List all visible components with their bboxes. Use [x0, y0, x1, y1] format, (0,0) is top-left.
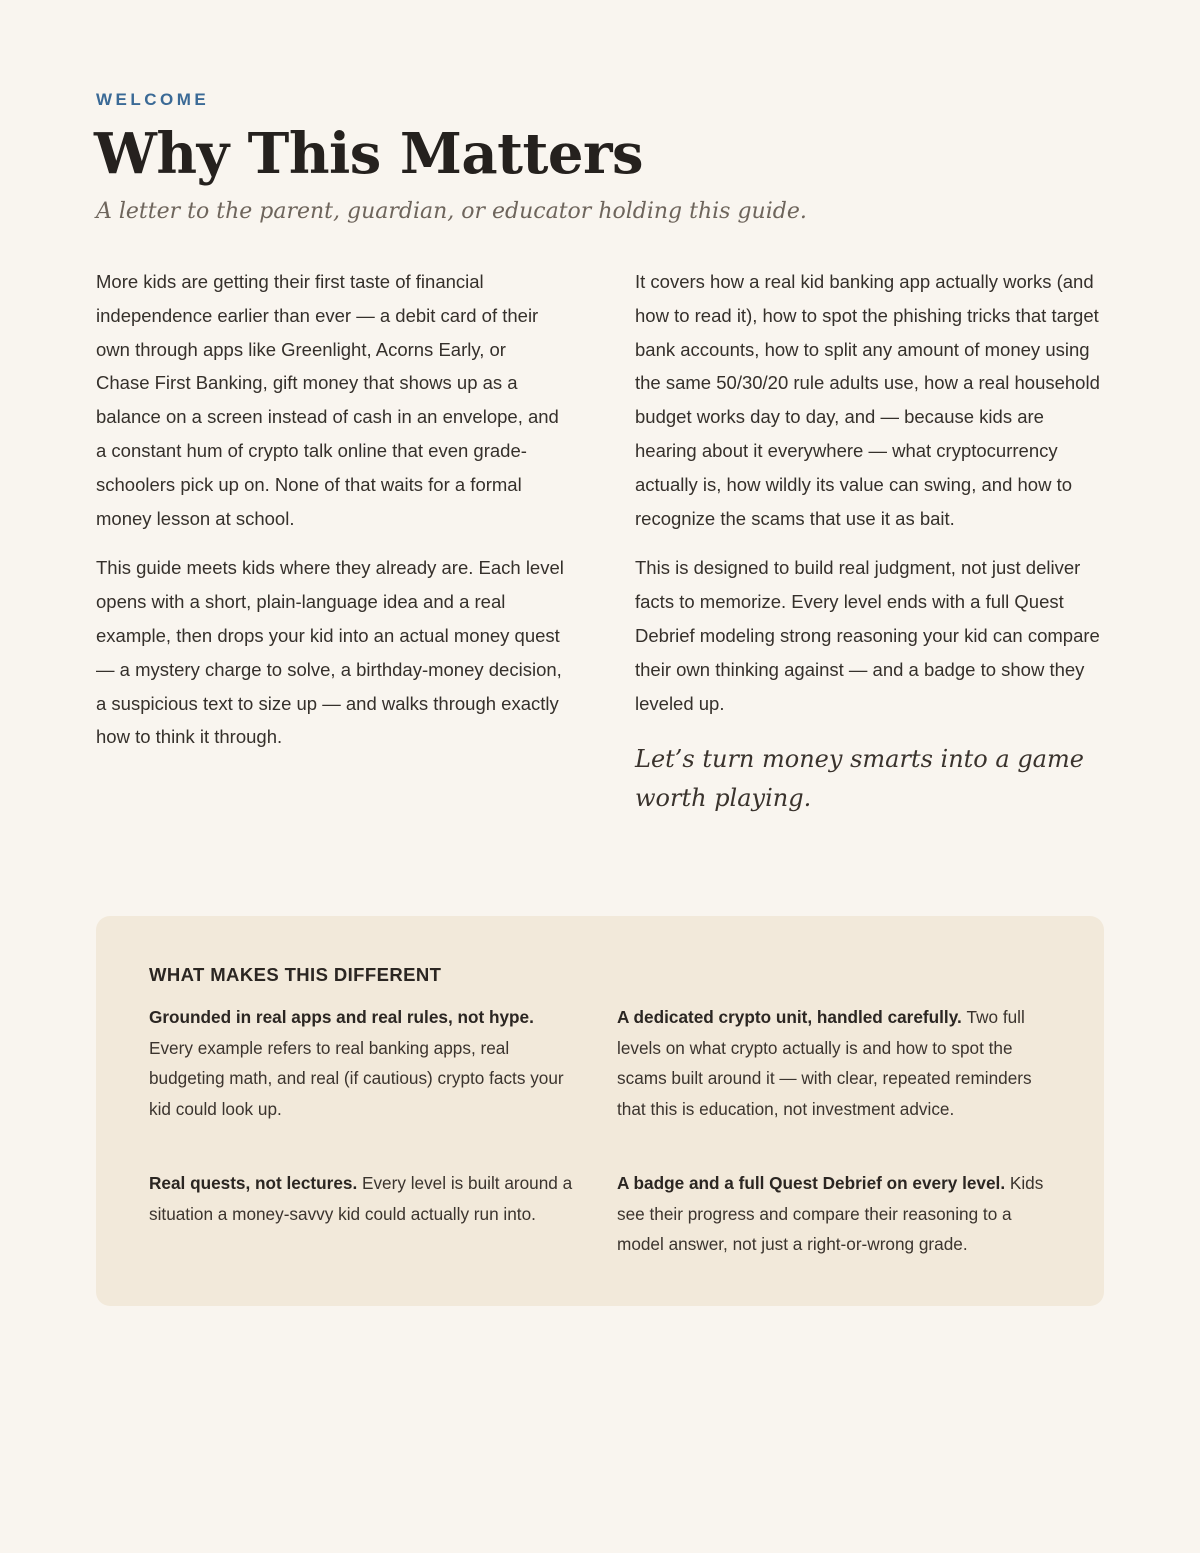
page-title: Why This Matters — [94, 121, 643, 187]
feature-title: A dedicated crypto unit, handled carefully. — [617, 1007, 967, 1027]
right-column — [635, 265, 1103, 818]
feature-title: Grounded in real apps and real rules, not hype. — [149, 1007, 534, 1027]
feature-item — [617, 1168, 1049, 1260]
feature-title: Real quests, not lectures. — [149, 1173, 362, 1193]
feature-text: Two full levels on what crypto actually is and how to spot the scams built around it — with clear, repeated reminders that this is education, not investment advice. — [617, 1007, 1032, 1119]
paragraph: This is designed to build real judgment, not just deliver facts to memorize. Every level ends with a full Quest Debrief modeling strong reasoning your kid can compare their own thinking against — and a badge to show they leveled up. — [635, 557, 1100, 714]
paragraph: More kids are getting their first taste of financial independence earlier than ever — a debit card of their own through apps like Greenlight, Acorns Early, or Chase First Banking, gift money that shows up as a balance on a screen instead of cash in an envelope, and a constant hum of crypto talk online that even grade-schoolers pick up on. None of that waits for a formal money lesson at school. — [96, 271, 559, 529]
differences-panel — [96, 916, 1104, 1306]
feature-text: Every example refers to real banking apps, real budgeting math, and real (if cautious) crypto facts your kid could look up. — [149, 1037, 564, 1119]
left-column — [96, 265, 564, 770]
feature-text: Every level is built around a situation a money-savvy kid could actually run into. — [149, 1173, 573, 1224]
feature-item — [149, 1168, 581, 1229]
feature-item — [617, 1002, 1049, 1124]
page-subtitle: A letter to the parent, guardian, or educator holding this guide. — [96, 199, 807, 224]
paragraph: It covers how a real kid banking app actually works (and how to read it), how to spot the phishing tricks that target bank accounts, how to split any amount of money using the same 50/30/20 rule adults use, how a real household budget works day to day, and — because kids are hearing about it everywhere — what cryptocurrency actually is, how wildly its value can swing, and how to recognize the scams that use it as bait. — [635, 271, 1100, 529]
feature-title: A badge and a full Quest Debrief on every level. — [617, 1173, 1010, 1193]
eyebrow-label: WELCOME — [96, 90, 210, 109]
paragraph: This guide meets kids where they already are. Each level opens with a short, plain-language idea and a real example, then drops your kid into an actual money quest — a mystery charge to solve, a birthday-money decision, a suspicious text to size up — and walks through exactly how to think it through. — [96, 557, 564, 748]
differences-heading: WHAT MAKES THIS DIFFERENT — [149, 964, 442, 985]
feature-item — [149, 1002, 581, 1124]
closing-line: Let’s turn money smarts into a game worth playing. — [635, 745, 1084, 813]
feature-text: Kids see their progress and compare their reasoning to a model answer, not just a right-or-wrong grade. — [617, 1173, 1044, 1254]
